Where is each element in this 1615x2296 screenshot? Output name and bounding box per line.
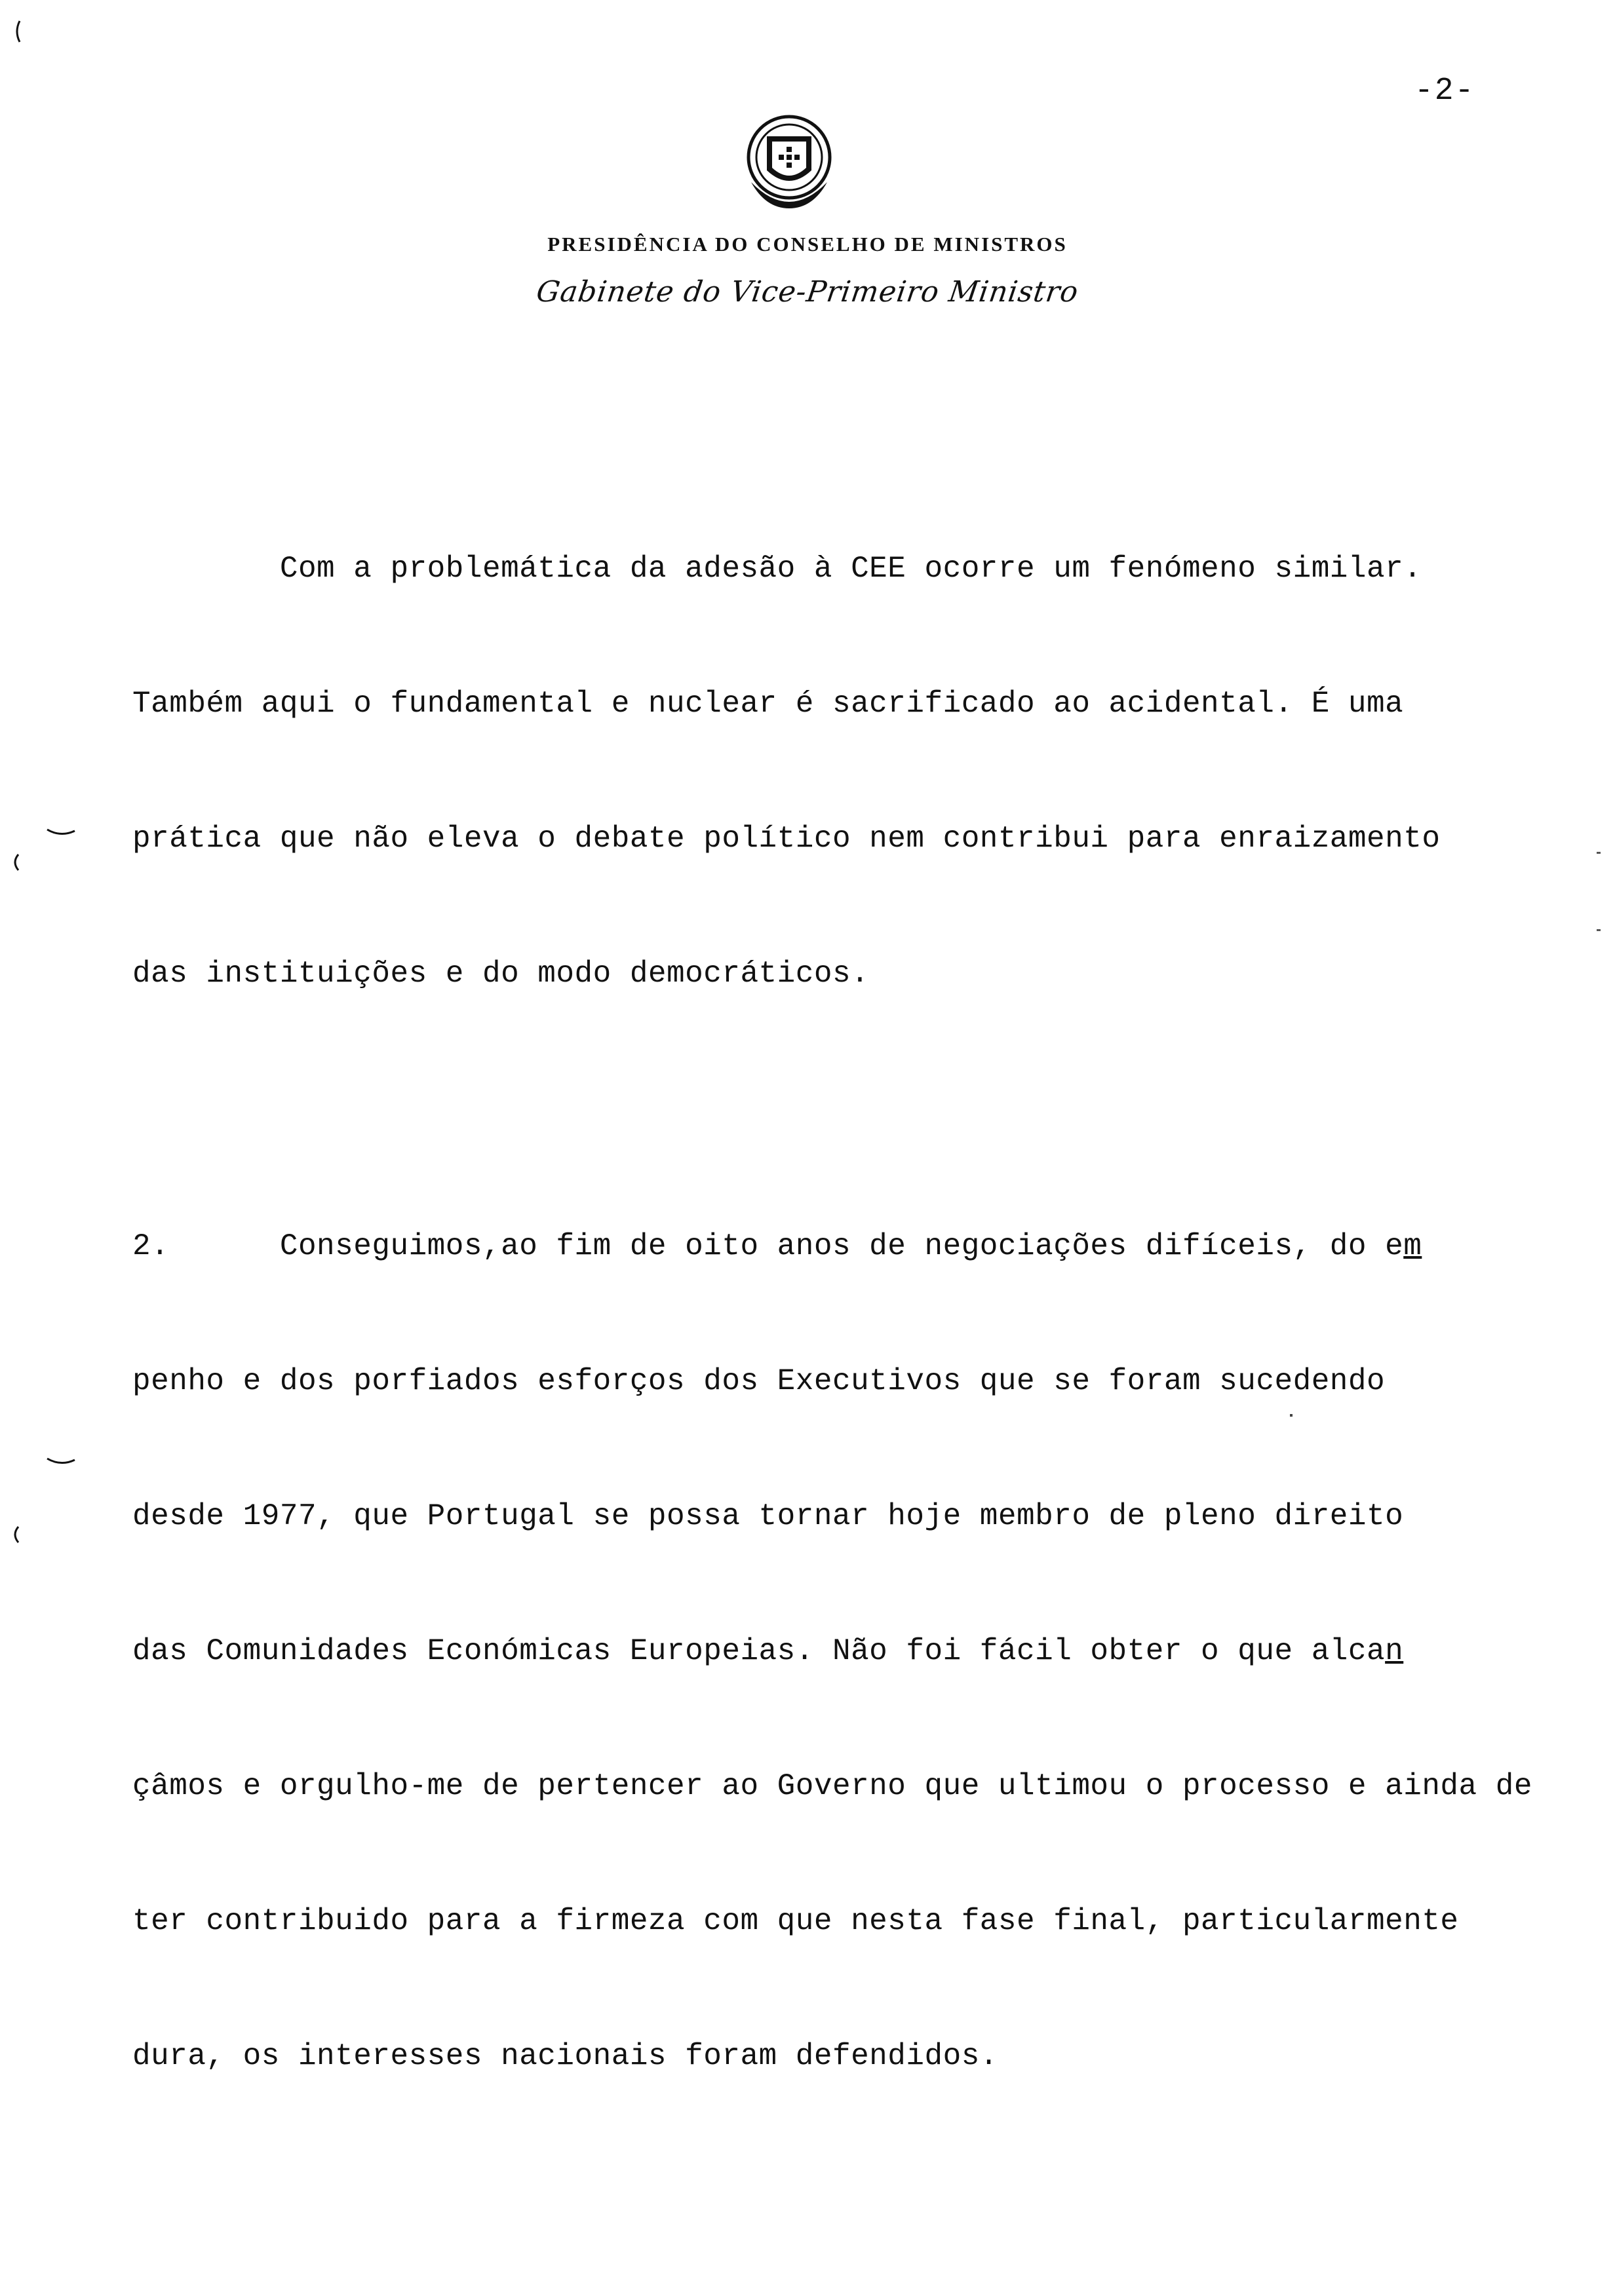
margin-tick-mark [46,1457,76,1466]
underlined-letter: n [1385,1634,1404,1668]
scan-dot [1597,929,1601,931]
scan-dot [1597,852,1601,854]
scan-dot [1290,1414,1293,1417]
letterhead-institution: PRESIDÊNCIA DO CONSELHO DE MINISTROS [547,233,1068,256]
text-line: çâmos e orgulho-me de pertencer ao Governo que ultimou o processo e ainda de [132,1769,1532,1803]
text-line: das instituições e do modo democráticos. [132,957,870,991]
text-line: ter contribuido para a firmeza com que nesta fase final, particularmente [132,1904,1459,1938]
text-line [132,1229,1422,1263]
margin-tick-mark [46,828,76,837]
text-segment: das Comunidades Económicas Europeias. Não foi fácil obter o que alca [132,1634,1386,1668]
coat-of-arms-emblem [741,110,838,218]
text-line: penho e dos porfiados esforços dos Executivos que se foram sucedendo [132,1364,1386,1398]
letterhead-office: Gabinete do Vice-Primeiro Ministro [534,275,1081,309]
margin-bracket-mark [12,1525,20,1544]
text-segment: 2. Conseguimos,ao fim de oito anos de negociações difíceis, do e [132,1229,1404,1263]
text-line: Também aqui o fundamental e nuclear é sacrificado ao acidental. É uma [132,687,1404,721]
text-line: dura, os interesses nacionais foram defendidos. [132,2039,998,2073]
text-line [132,1634,1403,1668]
margin-bracket-mark [12,853,20,871]
margin-bracket-mark [14,20,21,43]
underlined-letter: m [1403,1229,1422,1263]
text-line: Com a problemática da adesão à CEE ocorre um fenómeno similar. [132,552,1422,586]
page-number: -2- [1414,73,1475,109]
text-line: prática que não eleva o debate político nem contribui para enraizamento [132,822,1441,856]
text-line: desde 1977, que Portugal se possa tornar hoje membro de pleno direito [132,1499,1404,1533]
